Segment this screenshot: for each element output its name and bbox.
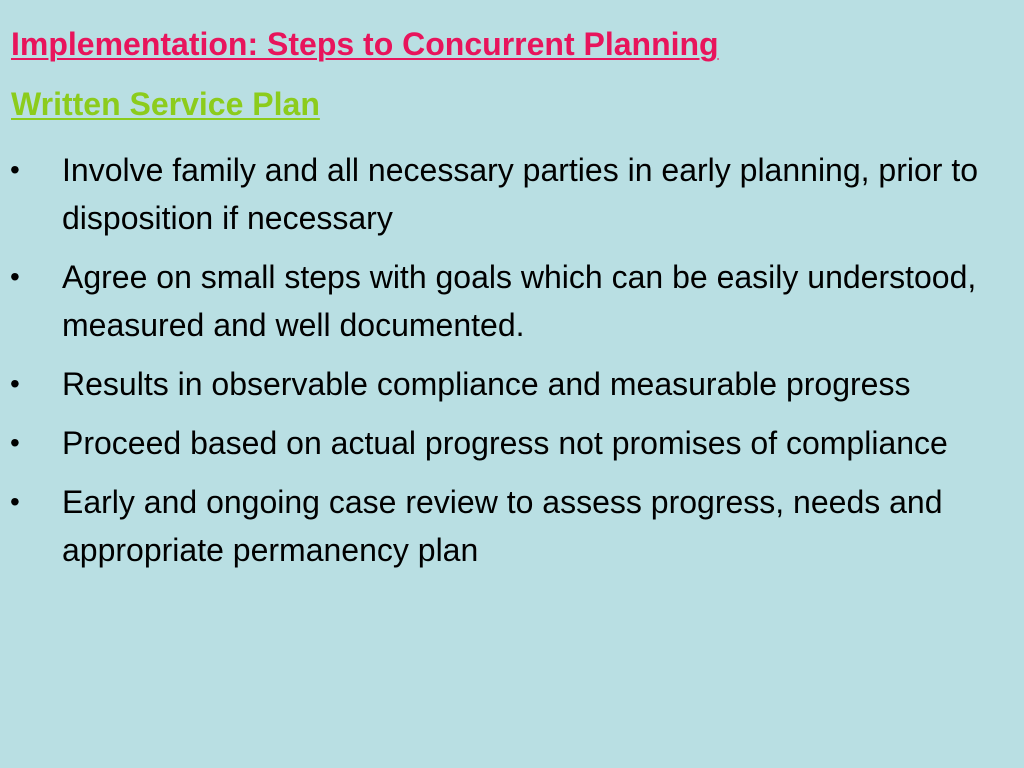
bullet-item xyxy=(10,419,1010,467)
bullet-icon: • xyxy=(10,427,20,458)
bullet-icon: • xyxy=(10,261,20,292)
bullet-item xyxy=(10,253,1010,349)
slide-title: Implementation: Steps to Concurrent Planning xyxy=(11,26,719,62)
bullet-text: Proceed based on actual progress not promises of compliance xyxy=(62,425,948,461)
bullet-icon: • xyxy=(10,486,20,517)
slide-subtitle: Written Service Plan xyxy=(11,86,320,122)
bullet-icon: • xyxy=(10,154,20,185)
bullet-text: Agree on small steps with goals which can be easily understood, measured and well documented. xyxy=(62,259,977,343)
bullet-item xyxy=(10,146,1010,242)
bullet-item xyxy=(10,360,1010,408)
bullet-icon: • xyxy=(10,368,20,399)
bullet-item xyxy=(10,478,1010,574)
bullet-text: Involve family and all necessary parties in early planning, prior to disposition if necessary xyxy=(62,152,979,236)
bullet-list xyxy=(10,146,1010,585)
bullet-text: Early and ongoing case review to assess progress, needs and appropriate permanency plan xyxy=(62,484,943,568)
bullet-text: Results in observable compliance and measurable progress xyxy=(62,366,911,402)
